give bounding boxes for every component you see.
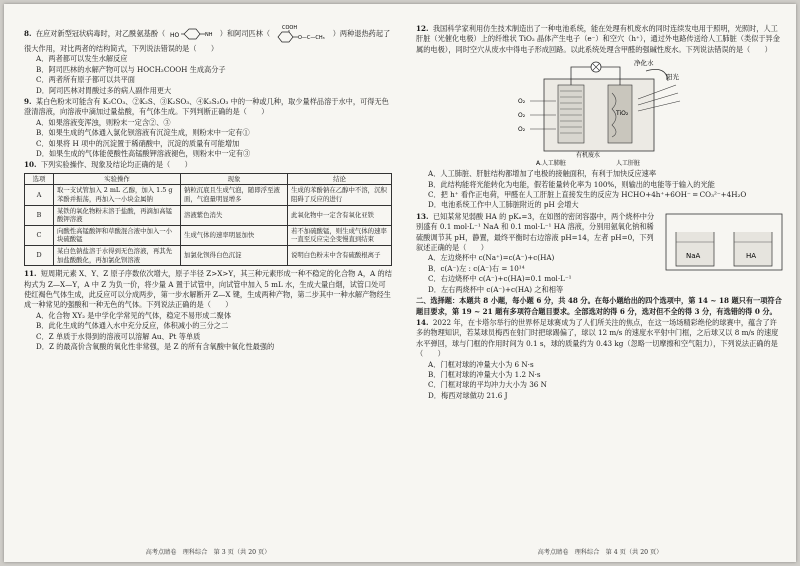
- question-14: [416, 318, 784, 401]
- table-cell: 某白色钠盐溶于水得到无色溶液，再其先加盐酸酸化，再加氯化钡溶液: [54, 246, 181, 266]
- table-cell: D: [25, 246, 54, 266]
- table-row: [25, 205, 392, 225]
- table-cell: 钠粒沉底且生成气泡，随即浮至液面，气泡量明显增多: [181, 185, 288, 205]
- option-c[interactable]: C．Z 单质于水得到的溶液可以溶解 Au、Pt 等单质: [36, 331, 201, 341]
- section-2-instructions: [416, 296, 784, 317]
- question-9: [24, 97, 392, 159]
- question-10: [24, 160, 392, 266]
- question-13: [416, 212, 784, 295]
- option-b[interactable]: B．此化生成的气体通入水中充分反应，体积减小的三分之二: [36, 321, 229, 331]
- table-cell: 取一支试管加入 2 mL 乙醇，加入 1.5 g 苯酚并振荡，再加入一小块金属钠: [54, 185, 181, 205]
- question-number: 9.: [24, 97, 32, 107]
- question-stem: 短周期元素 X、Y、Z 原子序数依次增大，原子半径 Z>X>Y，其三种元素形成一种不稳定的化合物 A，A 的结构式为 Z—X—Y，A 中 Z 为负一价，将少量 A 置于试管中，向试管中加入 5 mL 水，生成大量白烟，试管口处可使红褐色气体生成，此反应可以分成两步，第一步水解断开 Z—X 键，生成两种产物，第二步其中一种水解产物经生成一种常见的强酸和一种无色的气体。下列说法正确的是（ ）: [24, 269, 392, 310]
- table-header: 实验操作: [54, 173, 181, 185]
- artificial-lung-label: A.人工肺脏: [536, 160, 566, 168]
- option-d[interactable]: D．左右两烧杯中 c(A⁻)+c(HA) 之和相等: [428, 284, 564, 294]
- table-cell: 生成气体的速率明显加快: [181, 225, 288, 245]
- option-a[interactable]: A．两者都可以发生水解反应: [36, 54, 128, 64]
- beaker-label: NaA: [686, 251, 701, 260]
- question-stem: 某白色粉末可能含有 K₂CO₃、②K₂S、③K₂SO₃、④K₂S₂O₃ 中的一种或几种，取少量样品溶于水中，可得无色澄清溶液，向溶液中滴加过量盐酸，有气体生成。下列判断正确的是（ ）: [24, 97, 389, 117]
- svg-text:O—C—CH₃: O—C—CH₃: [298, 35, 326, 41]
- question-11: [24, 269, 392, 352]
- bio-battery-diagram: [516, 57, 706, 167]
- question-number: 11.: [24, 269, 37, 279]
- o2-label: O₂: [518, 126, 526, 134]
- option-c[interactable]: C．如果将 H 项中的沉淀置于稀硝酸中，沉淀的质量有可能增加: [36, 138, 240, 148]
- question-8: [24, 24, 392, 96]
- table-cell: 此氧化物中一定含有氧化亚铁: [288, 205, 392, 225]
- table-header: 选项: [25, 173, 54, 185]
- ho-label: HO: [169, 32, 179, 39]
- section-text: 本题共 8 小题，每小题 6 分，共 48 分。在每小题给出的四个选项中，第 14 ~ 18 题只有一项符合题目要求，第 19 ~ 21 题有多项符合题目要求。全部选对的得 6 分，选对但不全的得 3 分，有选错的得 0 分。: [416, 296, 782, 316]
- experiment-table: [24, 173, 392, 266]
- question-stem: 下列实验操作、现象及结论均正确的是（ ）: [40, 160, 192, 170]
- table-row: [25, 225, 392, 245]
- option-c[interactable]: C．右边烧杯中 c(A⁻)+c(HA)=0.1 mol·L⁻¹: [428, 274, 572, 284]
- option-c[interactable]: C．把 h⁺ 看作正电荷，甲醛在人工肝脏上直接发生的反应为 HCHO+4h⁺+6OH⁻ ═ CO₃²⁻+4H₂O: [428, 190, 747, 200]
- paracetamol-structure-icon: [170, 26, 216, 42]
- question-number: 10.: [24, 160, 37, 170]
- question-stem-2: ）和阿司匹林（: [219, 29, 271, 38]
- option-c[interactable]: C．门框对球的平均冲力大小为 36 N: [428, 380, 547, 390]
- question-stem-3: ）两种退热药起了很大作用，对比两者的结构简式，下列说法错误的是（ ）: [24, 29, 391, 53]
- tio2-label: TiO₂: [616, 110, 629, 118]
- page-footer: 高考点睛卷 理科综合 第 4 页（共 20 页）: [537, 549, 663, 556]
- question-stem: 我国科学家利用仿生技术制造出了一种电池系统，能在处理有机废水的同时连续发电用于照明，光照时，人工肝脏（光催化电极）上的纤维状 TiO₂ 晶体产生电子（e⁻）和空穴（h⁺），通过外电路传送给人工肺脏（类似于异金属的电极），同时空穴从废水中得电子形成回路。以此系统处理含甲醛的强碱性废水。下列说法错误的是（ ）: [416, 24, 780, 54]
- artificial-liver-label: 人工肝脏: [616, 160, 641, 168]
- table-header: 结论: [288, 173, 392, 185]
- o2-label: O₂: [518, 98, 526, 106]
- table-row: [25, 185, 392, 205]
- option-a[interactable]: A．左边烧杯中 c(Na⁺)=c(A⁻)+c(HA): [428, 253, 555, 263]
- option-d[interactable]: D．阿司匹林对胃酸过多的病人副作用更大: [36, 85, 172, 95]
- table-cell: B: [25, 205, 54, 225]
- question-number: 12.: [416, 24, 429, 33]
- exam-sheet: [4, 4, 796, 562]
- question-number: 13.: [416, 211, 429, 221]
- option-c[interactable]: C．两者所有原子都可以共平面: [36, 75, 135, 85]
- question-stem: 2022 年，在卡塔尔举行的世界杯足球赛成为了人们所关注的焦点，在这一场场精彩绝伦的球赛中，蕴含了许多的物理知识，若某球员梅西在射门时把球踢偏了，球以 12 m/s 的速度水平射中门框，之后球又以 8 m/s 的速度水平弹回，球与门框的作用时间为 0.1 s，球的质量约为 0.43 kg（忽略一切摩擦和空气阻力），下列说法正确的是（ ）: [416, 317, 779, 359]
- question-stem: 在应对新型冠状病毒时，对乙酰氨基酚（: [35, 29, 166, 38]
- option-d[interactable]: D．Z 的最高价含氧酸的氧化性非常强，是 Z 的所有含氧酸中氧化性最强的: [36, 342, 275, 352]
- option-a[interactable]: A．人工肺脏、肝脏结构都增加了电极的接触面积，有利于加快反应速率: [428, 169, 657, 179]
- battery-figure: [416, 57, 784, 167]
- question-stem: 已知某常见弱酸 HA 的 pKₐ=3，在如图的密闭容器中，两个烧杯中分别盛有 0.1 mol·L⁻¹ NaA 和 0.1 mol·L⁻¹ HA 溶液，分别用氨氧化钠和稀硫酸调节其 pH，静置，最终平衡时右边溶液 pH=14，左者 pH=0，下列叙述正确的是（ ）: [416, 211, 655, 253]
- sunlight-label: 阳光: [666, 73, 679, 82]
- table-cell: 溶液紫色消失: [181, 205, 288, 225]
- option-a[interactable]: A．门框对球的冲量大小为 6 N·s: [428, 359, 534, 369]
- option-b[interactable]: B．如果生成的气体通入氯化钡溶液有沉淀生成，则粉末中一定有①: [36, 128, 250, 138]
- table-cell: 向酸性高锰酸钾和草酸混合液中加入一小块硫酸锰: [54, 225, 181, 245]
- table-cell: 若不加硫酸锰，则生成气体的速率一直至反应完全变慢直到结束: [288, 225, 392, 245]
- table-cell: 生成的苯酚钠在乙醇中不溶，沉积阻碍了反应的进行: [288, 185, 392, 205]
- option-d[interactable]: D．梅西对球做功 21.6 J: [428, 390, 508, 400]
- left-column: [24, 24, 392, 544]
- table-cell: A: [25, 185, 54, 205]
- option-a[interactable]: A．如果溶液变浑浊，则粉末一定含②、③: [36, 117, 171, 127]
- table-cell: 某铁的氧化物粉末溶于盐酸，再滴加高锰酸钾溶液: [54, 205, 181, 225]
- organic-water-label: 有机废水: [576, 152, 601, 160]
- table-cell: 加氯化钡得白色沉淀: [181, 246, 288, 266]
- question-number: 8.: [24, 29, 32, 38]
- cooh-label: COOH: [282, 25, 298, 31]
- option-d[interactable]: D．电池系统工作中人工肺脏附近的 pH 会增大: [428, 200, 579, 210]
- o2-label: O₂: [518, 112, 526, 120]
- option-b[interactable]: B．c(A⁻)左 : c(A⁻)右 = 10¹⁴: [428, 263, 525, 273]
- clean-water-label: 净化水: [634, 59, 654, 68]
- question-number: 14.: [416, 317, 429, 327]
- option-d[interactable]: D．如果生成的气体能使酸性高锰酸钾溶液褪色，则粉末中一定有③: [36, 149, 251, 159]
- table-row: [25, 246, 392, 266]
- section-title: 选择题：: [430, 296, 460, 306]
- question-12: [416, 24, 784, 211]
- section-number: 二、: [416, 296, 431, 306]
- svg-text:NH: NH: [204, 32, 212, 38]
- table-cell: 说明白色粉末中含有硫酸根离子: [288, 246, 392, 266]
- beaker-label: HA: [746, 251, 757, 260]
- page-footer: 高考点睛卷 理科综合 第 3 页（共 20 页）: [145, 549, 271, 556]
- option-a[interactable]: A．化合物 XY₂ 是中学化学常见的气体，稳定不易形成二聚体: [36, 310, 232, 320]
- beakers-diagram: [664, 212, 784, 272]
- right-column: [416, 24, 784, 544]
- aspirin-structure-icon: [274, 24, 328, 44]
- table-cell: C: [25, 225, 54, 245]
- option-b[interactable]: B．阿司匹林的水解产物可以与 HOCH₂COOH 生成高分子: [36, 64, 226, 74]
- option-b[interactable]: B．此结构能将光能转化为电能，假若能量转化率为 100%，则输出的电能等于输入的光能: [428, 179, 715, 189]
- option-b[interactable]: B．门框对球的冲量大小为 1.2 N·s: [428, 369, 541, 379]
- table-header: 现象: [181, 173, 288, 185]
